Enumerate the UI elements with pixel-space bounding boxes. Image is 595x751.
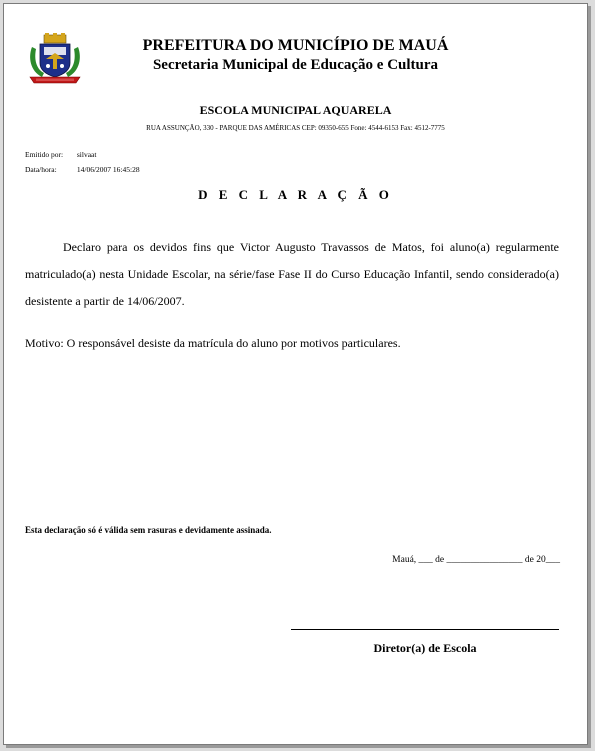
declaration-text: Declaro para os devidos fins que Victor Augusto Travassos de Matos, foi aluno(a) regularmente matriculado(a) nesta Unidade Escolar, na série/fase Fase II do Curso Educação Infantil, sendo considerado(a) desistente a partir de 14/06/2007.: [25, 240, 559, 308]
place-date-line: Mauá, ___ de ________________ de 20___: [392, 555, 560, 565]
declaration-body: [25, 234, 559, 315]
school-address: RUA ASSUNÇÃO, 330 - PARQUE DAS AMÉRICAS CEP: 09350-655 Fone: 4544-6153 Fax: 4512-7775: [146, 124, 445, 132]
signature-line: [291, 629, 559, 630]
datetime-value: 14/06/2007 16:45:28: [76, 165, 140, 174]
datetime-row: [25, 165, 140, 174]
signatory-title: Diretor(a) de Escola: [373, 641, 477, 655]
datetime-label: Data/hora:: [25, 165, 57, 174]
issued-by-row: [25, 150, 96, 159]
municipality-heading: PREFEITURA DO MUNICÍPIO DE MAUÁ: [142, 37, 449, 54]
validity-note: Esta declaração só é válida sem rasuras e devidamente assinada.: [25, 525, 272, 535]
school-name: ESCOLA MUNICIPAL AQUARELA: [199, 103, 392, 117]
issued-by-value: silvaat: [76, 150, 97, 159]
document-title: D E C L A R A Ç Ã O: [198, 187, 393, 202]
issued-by-label: Emitido por:: [25, 150, 64, 159]
document-page: [3, 3, 588, 745]
reason-text: Motivo: O responsável desiste da matrícula do aluno por motivos particulares.: [25, 336, 401, 350]
department-heading: Secretaria Municipal de Educação e Cultura: [152, 57, 439, 73]
